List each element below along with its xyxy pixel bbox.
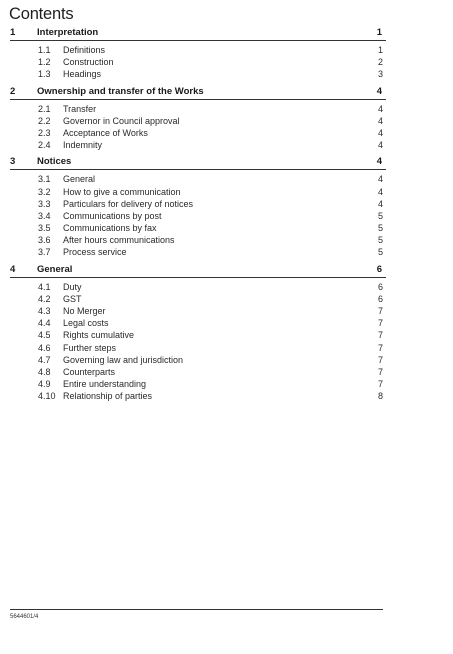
item-title: Communications by fax bbox=[63, 223, 157, 234]
toc-item[interactable] bbox=[0, 379, 453, 391]
item-title: No Merger bbox=[63, 306, 106, 316]
item-title: Counterparts bbox=[63, 366, 116, 377]
item-title: Governor in Council approval bbox=[63, 115, 180, 126]
item-page-number: 7 bbox=[378, 366, 384, 377]
toc-section bbox=[0, 26, 453, 85]
item-title: Legal costs bbox=[63, 318, 109, 329]
toc-item[interactable] bbox=[0, 104, 453, 116]
item-page-number: 1 bbox=[378, 45, 384, 55]
item-page-number: 7 bbox=[378, 379, 384, 390]
item-page-number: 6 bbox=[378, 293, 384, 304]
item-title: GST bbox=[63, 293, 82, 304]
toc-section bbox=[0, 263, 453, 407]
item-number: 1.3 bbox=[38, 69, 51, 80]
item-title: Relationship of parties bbox=[63, 391, 153, 402]
item-title: Process service bbox=[63, 247, 127, 258]
toc-item[interactable] bbox=[0, 294, 453, 306]
item-number: 2.1 bbox=[38, 103, 51, 114]
item-title: Headings bbox=[63, 69, 102, 80]
item-number: 4.2 bbox=[38, 293, 51, 304]
toc-section bbox=[0, 85, 453, 156]
toc-item[interactable] bbox=[0, 116, 453, 128]
item-title: Duty bbox=[63, 281, 82, 292]
item-title: Definitions bbox=[63, 45, 106, 55]
toc-item-list bbox=[0, 170, 453, 262]
item-number: 4.3 bbox=[38, 306, 51, 316]
toc-item[interactable] bbox=[0, 223, 453, 235]
section-page-number: 4 bbox=[376, 85, 382, 97]
toc-section-heading[interactable] bbox=[10, 155, 386, 170]
item-number: 4.7 bbox=[38, 354, 51, 365]
item-number: 3.1 bbox=[38, 174, 51, 185]
section-page-number: 6 bbox=[376, 263, 382, 275]
item-number: 4.8 bbox=[38, 366, 51, 377]
item-page-number: 4 bbox=[378, 103, 384, 114]
toc-section bbox=[0, 155, 453, 262]
item-title: Construction bbox=[63, 57, 114, 68]
toc-item[interactable] bbox=[0, 174, 453, 186]
toc-item[interactable] bbox=[0, 187, 453, 199]
item-number: 3.2 bbox=[38, 186, 51, 197]
item-number: 4.10 bbox=[38, 391, 56, 402]
item-title: After hours communications bbox=[63, 235, 175, 246]
toc-item-list bbox=[0, 100, 453, 156]
toc-item[interactable] bbox=[0, 199, 453, 211]
toc-section-heading[interactable] bbox=[10, 26, 386, 41]
item-page-number: 5 bbox=[378, 247, 384, 258]
section-title: General bbox=[37, 263, 73, 275]
toc-item[interactable] bbox=[0, 343, 453, 355]
item-number: 3.7 bbox=[38, 247, 51, 258]
item-number: 4.6 bbox=[38, 342, 51, 353]
item-page-number: 2 bbox=[378, 57, 384, 68]
section-number: 3 bbox=[10, 156, 16, 168]
section-page-number: 4 bbox=[376, 156, 382, 168]
item-title: Communications by post bbox=[63, 210, 162, 221]
item-number: 3.3 bbox=[38, 198, 51, 209]
item-title: How to give a communication bbox=[63, 186, 181, 197]
item-page-number: 4 bbox=[378, 186, 384, 197]
toc-section-heading[interactable] bbox=[10, 85, 386, 100]
item-title: Rights cumulative bbox=[63, 330, 135, 341]
item-page-number: 4 bbox=[378, 198, 384, 209]
item-number: 2.3 bbox=[38, 127, 51, 138]
item-page-number: 5 bbox=[378, 235, 384, 246]
item-title: Acceptance of Works bbox=[63, 127, 148, 138]
item-title: Particulars for delivery of notices bbox=[63, 198, 194, 209]
toc-section-heading[interactable] bbox=[10, 263, 386, 278]
section-title: Notices bbox=[37, 156, 72, 168]
item-number: 4.4 bbox=[38, 318, 51, 329]
footer-rule bbox=[10, 609, 383, 610]
toc-item-list bbox=[0, 278, 453, 407]
table-of-contents bbox=[0, 26, 453, 407]
item-number: 1.2 bbox=[38, 57, 51, 68]
item-page-number: 8 bbox=[378, 391, 384, 402]
toc-item-list bbox=[0, 41, 453, 85]
item-number: 2.4 bbox=[38, 140, 51, 151]
toc-item[interactable] bbox=[0, 367, 453, 379]
item-number: 3.4 bbox=[38, 210, 51, 221]
toc-item[interactable] bbox=[0, 330, 453, 342]
item-page-number: 4 bbox=[378, 115, 384, 126]
page-title: Contents bbox=[9, 5, 74, 23]
item-page-number: 7 bbox=[378, 306, 384, 316]
item-number: 4.9 bbox=[38, 379, 51, 390]
toc-item[interactable] bbox=[0, 247, 453, 259]
toc-item[interactable] bbox=[0, 69, 453, 81]
section-number: 1 bbox=[10, 27, 16, 38]
toc-item[interactable] bbox=[0, 128, 453, 140]
toc-item[interactable] bbox=[0, 211, 453, 223]
item-page-number: 7 bbox=[378, 354, 384, 365]
item-title: Governing law and jurisdiction bbox=[63, 354, 184, 365]
item-title: Indemnity bbox=[63, 140, 103, 151]
item-number: 3.5 bbox=[38, 223, 51, 234]
toc-item[interactable] bbox=[0, 355, 453, 367]
toc-item[interactable] bbox=[0, 57, 453, 69]
item-number: 3.6 bbox=[38, 235, 51, 246]
item-title: Transfer bbox=[63, 103, 97, 114]
item-page-number: 3 bbox=[378, 69, 384, 80]
item-page-number: 4 bbox=[378, 127, 384, 138]
item-page-number: 5 bbox=[378, 210, 384, 221]
item-page-number: 7 bbox=[378, 342, 384, 353]
item-page-number: 7 bbox=[378, 318, 384, 329]
section-title: Ownership and transfer of the Works bbox=[37, 85, 204, 97]
item-page-number: 6 bbox=[378, 281, 384, 292]
document-reference: 5644601/4 bbox=[10, 614, 39, 620]
section-title: Interpretation bbox=[37, 27, 99, 38]
section-number: 4 bbox=[10, 263, 16, 275]
item-title: Further steps bbox=[63, 342, 117, 353]
section-number: 2 bbox=[10, 85, 16, 97]
toc-item[interactable] bbox=[0, 391, 453, 403]
item-number: 1.1 bbox=[38, 45, 51, 55]
section-page-number: 1 bbox=[376, 27, 382, 38]
item-page-number: 4 bbox=[378, 174, 384, 185]
toc-item[interactable] bbox=[0, 235, 453, 247]
toc-item[interactable] bbox=[0, 282, 453, 294]
item-number: 4.1 bbox=[38, 281, 51, 292]
item-page-number: 7 bbox=[378, 330, 384, 341]
item-number: 4.5 bbox=[38, 330, 51, 341]
toc-item[interactable] bbox=[0, 45, 453, 57]
toc-item[interactable] bbox=[0, 306, 453, 318]
item-number: 2.2 bbox=[38, 115, 51, 126]
item-title: General bbox=[63, 174, 96, 185]
item-page-number: 4 bbox=[378, 140, 384, 151]
toc-item[interactable] bbox=[0, 318, 453, 330]
item-page-number: 5 bbox=[378, 223, 384, 234]
item-title: Entire understanding bbox=[63, 379, 147, 390]
toc-item[interactable] bbox=[0, 140, 453, 152]
